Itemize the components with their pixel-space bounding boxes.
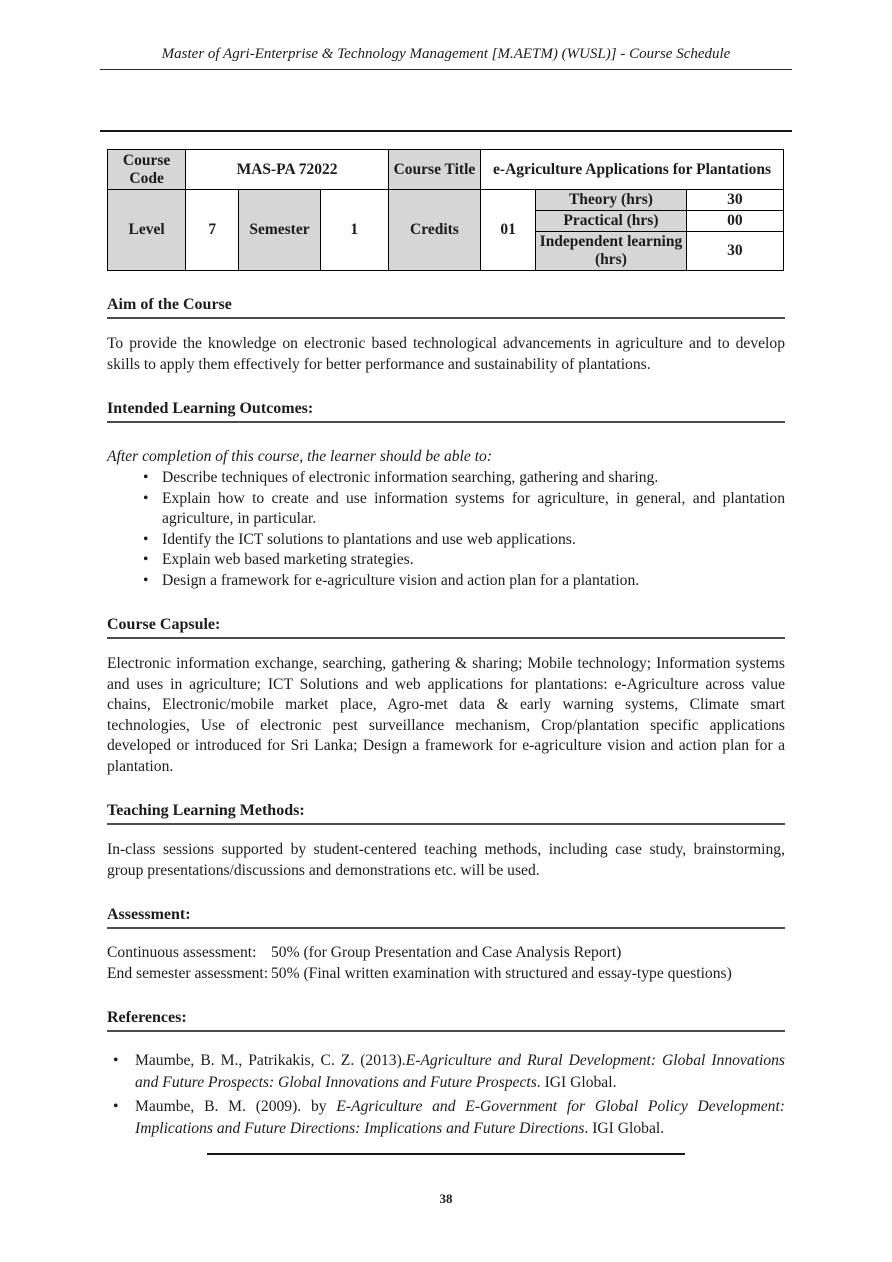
- practical-hours-label-cell: Practical (hrs): [536, 211, 686, 232]
- semester-label-cell: Semester: [239, 190, 320, 271]
- list-item: • Explain how to create and use information systems for agriculture, in general, and plantation agriculture, in particular.: [107, 489, 785, 530]
- reference-title: E-Agriculture and Rural Development: Global Innovations and Future Prospects: Global Innovations and Future Prospects: [135, 1052, 785, 1091]
- assessment-value: 50% (Final written examination with structured and essay-type questions): [271, 964, 732, 982]
- assessment-heading: Assessment:: [107, 906, 785, 929]
- assessment-value: 50% (for Group Presentation and Case Analysis Report): [271, 944, 622, 961]
- aim-paragraph: To provide the knowledge on electronic based technological advancements in agriculture and to develop skills to apply them effectively for better performance and sustainability of plantations.: [107, 335, 785, 373]
- top-horizontal-rule: [100, 130, 792, 132]
- assessment-row: [107, 964, 785, 985]
- references-list: [107, 1050, 785, 1140]
- ilo-list: [107, 468, 785, 591]
- document-body: [107, 149, 785, 1155]
- reference-item: [107, 1096, 785, 1140]
- course-code-value-cell: MAS-PA 72022: [186, 150, 389, 190]
- course-info-table: [107, 149, 784, 271]
- reference-publisher: . IGI Global.: [584, 1120, 665, 1137]
- teaching-methods-heading: Teaching Learning Methods:: [107, 802, 785, 825]
- assessment-label: Continuous assessment:: [107, 944, 257, 961]
- bottom-horizontal-rule: [207, 1153, 685, 1155]
- teaching-methods-paragraph: In-class sessions supported by student-centered teaching methods, including case study, brainstorming, group presentations/discussions and demonstrations etc. will be used.: [107, 841, 785, 879]
- assessment-label: End semester assessment:: [107, 964, 269, 982]
- capsule-heading: Course Capsule:: [107, 616, 785, 639]
- credits-value-cell: 01: [481, 190, 536, 271]
- table-row: [108, 190, 784, 211]
- assessment-row: [107, 943, 785, 964]
- reference-item: [107, 1050, 785, 1094]
- level-label-cell: Level: [108, 190, 186, 271]
- page-number: 38: [439, 1191, 453, 1206]
- course-title-label-cell: Course Title: [388, 150, 480, 190]
- level-value-cell: 7: [186, 190, 239, 271]
- semester-value-cell: 1: [320, 190, 388, 271]
- capsule-paragraph: Electronic information exchange, searching, gathering & sharing; Mobile technology; Information systems and uses in agriculture; ICT Solutions and web applications for plantations: e-Agriculture across value chains, Electronic/mobile market place, Agro-met data & early warning systems, Climate smart technologies, Use of electronic pest surveillance mechanism, Crop/plantation specific applications developed or introduced for Sri Lanka; Design a framework for e-agriculture vision and action plan for a plantation.: [107, 655, 785, 775]
- table-row: [108, 150, 784, 190]
- document-header-title: Master of Agri-Enterprise & Technology Management [M.AETM) (WUSL)] - Course Schedule: [100, 0, 792, 70]
- list-item: • Design a framework for e-agriculture vision and action plan for a plantation.: [107, 571, 785, 592]
- independent-learning-value-cell: 30: [686, 232, 783, 271]
- ilo-intro: After completion of this course, the learner should be able to:: [107, 448, 493, 465]
- reference-publisher: . IGI Global.: [536, 1074, 617, 1091]
- credits-label-cell: Credits: [388, 190, 480, 271]
- list-item: • Identify the ICT solutions to plantations and use web applications.: [107, 530, 785, 551]
- reference-authors: Maumbe, B. M. (2009). by: [135, 1098, 337, 1115]
- independent-learning-label-cell: Independent learning (hrs): [536, 232, 686, 271]
- ilo-heading: Intended Learning Outcomes:: [107, 400, 785, 423]
- reference-title: E-Agriculture and E-Government for Global Policy Development: Implications and Future Directions: Implications and Future Directions: [135, 1098, 785, 1137]
- assessment-table: [107, 943, 785, 984]
- course-code-label-cell: Course Code: [108, 150, 186, 190]
- theory-hours-label-cell: Theory (hrs): [536, 190, 686, 211]
- course-title-value-cell: e-Agriculture Applications for Plantations: [481, 150, 784, 190]
- list-item: • Describe techniques of electronic information searching, gathering and sharing.: [107, 468, 785, 489]
- list-item: • Explain web based marketing strategies.: [107, 550, 785, 571]
- reference-authors: Maumbe, B. M., Patrikakis, C. Z. (2013).: [135, 1052, 406, 1069]
- aim-heading: Aim of the Course: [107, 296, 785, 319]
- references-heading: References:: [107, 1009, 785, 1032]
- practical-hours-value-cell: 00: [686, 211, 783, 232]
- theory-hours-value-cell: 30: [686, 190, 783, 211]
